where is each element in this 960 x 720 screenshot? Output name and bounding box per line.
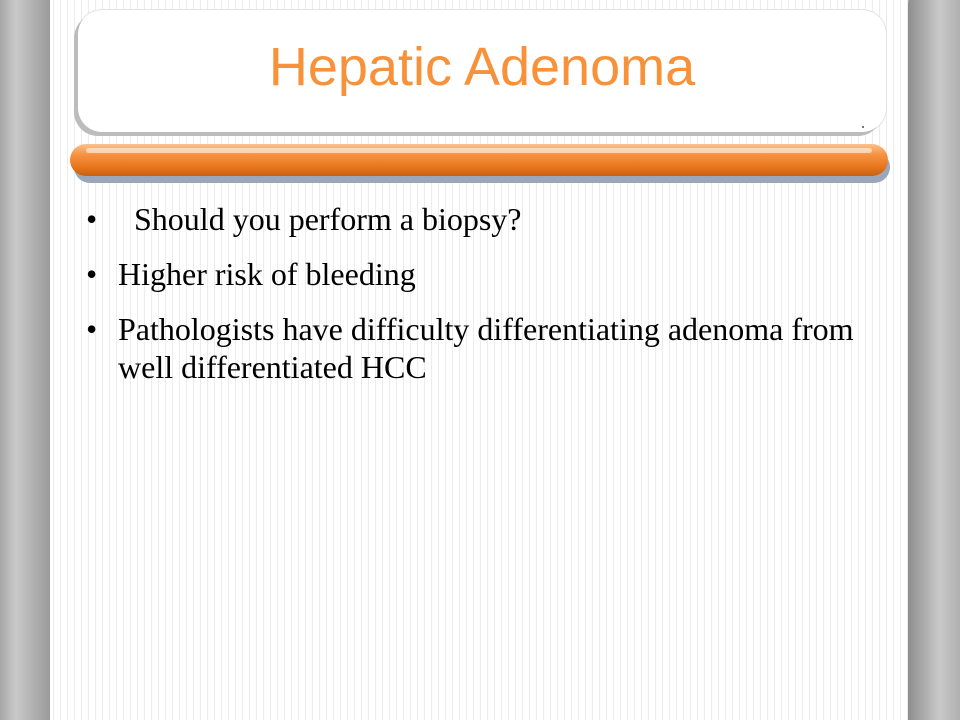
bullet-icon: • [86,256,98,292]
bullet-item [80,255,880,293]
bullet-icon: • [86,311,98,347]
right-decorative-bar [908,0,960,720]
bullet-list [80,200,880,403]
accent-bar-highlight [86,148,872,153]
bullet-text: Pathologists have difficulty differentiating adenoma from well differentiated HCC [118,311,854,385]
bullet-text: Should you perform a biopsy? [134,201,522,237]
slide-title: Hepatic Adenoma [268,37,696,97]
bullet-item [80,200,880,238]
bullet-item [80,310,880,386]
left-decorative-bar [0,0,50,720]
bullet-icon: • [86,201,98,237]
bullet-text: Higher risk of bleeding [118,256,416,292]
title-panel-dot [862,126,864,128]
